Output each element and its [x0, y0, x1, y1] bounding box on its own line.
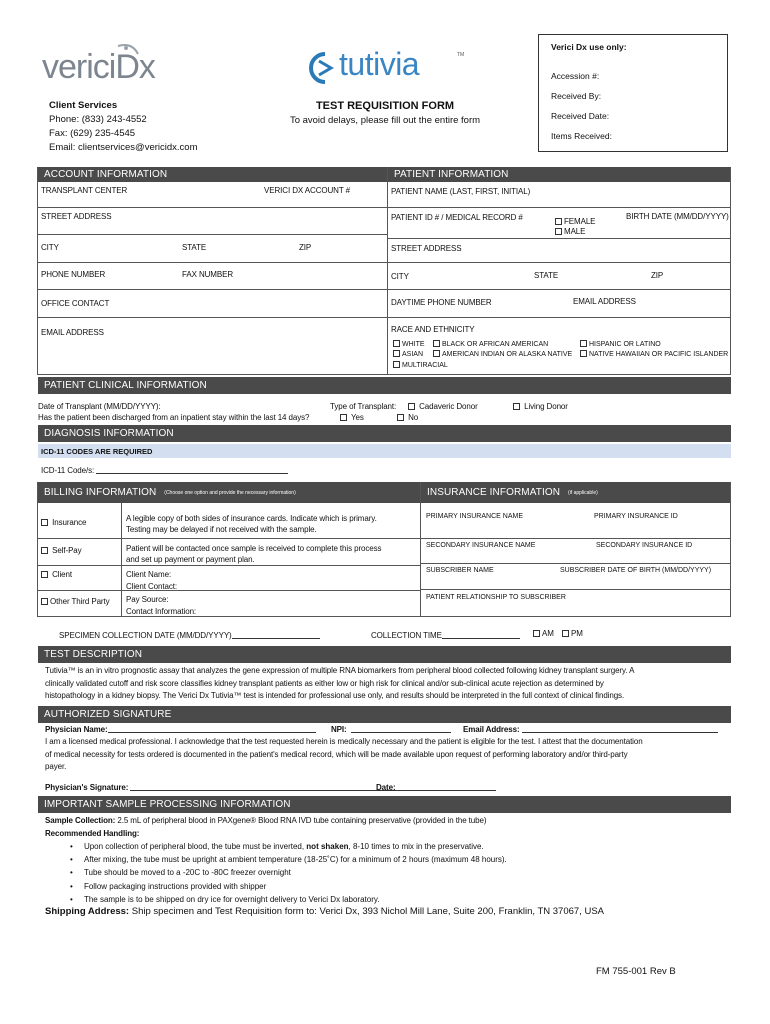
primary-insurance-id-field[interactable]: PRIMARY INSURANCE ID: [594, 513, 678, 520]
patient-zip-field[interactable]: ZIP: [651, 271, 664, 280]
test-desc-line2: clinically validated cutoff and risk score classifies kidney transplant patients as either low or high risk for clinical and/or sub-clinical acute rejection as determined by: [45, 678, 604, 688]
form-title: TEST REQUISITION FORM: [315, 100, 455, 112]
attestation-line3: payer.: [45, 762, 67, 771]
physician-email-field[interactable]: [463, 725, 718, 734]
cadaveric-option[interactable]: [408, 402, 478, 411]
client-services-fax: Fax: (629) 235-4545: [49, 128, 136, 139]
client-services-email: Email: clientservices@vericidx.com: [49, 142, 198, 153]
insurance-desc-line1: A legible copy of both sides of insurance cards. Indicate which is primary.: [126, 514, 377, 523]
bullet-icon: •: [70, 842, 73, 851]
physician-name-line[interactable]: [108, 725, 316, 733]
attestation-text: [45, 736, 643, 774]
hawaiian-label: NATIVE HAWAIIAN OR PACIFIC ISLANDER: [589, 351, 729, 358]
tutivia-logo-text: tutivia: [339, 46, 420, 82]
shipping-address: [45, 906, 604, 917]
insurance-note: (if applicable): [568, 489, 598, 496]
billing-note: (Choose one option and provide the necessary information): [164, 489, 296, 496]
bullet-icon: •: [70, 881, 73, 891]
bullet-icon: •: [70, 894, 73, 904]
collection-date-line[interactable]: [232, 631, 320, 639]
handling-list: [70, 840, 507, 906]
shipping-address-label: Shipping Address:: [45, 906, 130, 917]
am-option[interactable]: [533, 629, 554, 638]
race-multiracial-option[interactable]: [393, 361, 448, 369]
billing-client-option[interactable]: [41, 570, 72, 579]
attestation-line2: of medical necessity for tests ordered is documented in the patient's medical record, which will be made available upon request of performing laboratory and/or third-party: [45, 749, 628, 759]
discharged-yes-option[interactable]: [340, 413, 364, 422]
physician-signature-line[interactable]: [130, 783, 412, 791]
pm-label: PM: [571, 629, 583, 638]
tutivia-tm: TM: [457, 52, 465, 58]
collection-time-field[interactable]: [371, 631, 520, 640]
sample-collection-text: [45, 816, 486, 825]
living-checkbox[interactable]: [513, 403, 520, 410]
selfpay-description: [126, 543, 381, 565]
client-checkbox[interactable]: [41, 571, 48, 578]
female-checkbox[interactable]: [555, 218, 562, 225]
form-subtitle: To avoid delays, please fill out the entire form: [289, 115, 481, 126]
npi-label: NPI:: [331, 725, 347, 734]
white-label: WHITE: [402, 341, 425, 348]
billing-insurance-option[interactable]: [41, 518, 86, 527]
vericidx-logo: [40, 38, 160, 93]
pay-source-field[interactable]: Pay Source:: [126, 595, 169, 604]
white-checkbox[interactable]: [393, 340, 400, 347]
handling-item-1b: not shaken: [306, 842, 349, 851]
living-option[interactable]: [513, 402, 568, 411]
recommended-handling-label: Recommended Handling:: [45, 829, 140, 838]
account-street-field[interactable]: STREET ADDRESS: [41, 212, 112, 221]
female-label: FEMALE: [564, 217, 596, 226]
race-asian-option[interactable]: [393, 350, 423, 358]
pm-option[interactable]: [562, 629, 583, 638]
collection-time-line[interactable]: [442, 631, 520, 639]
gender-female-option[interactable]: [555, 217, 595, 226]
male-label: MALE: [564, 227, 586, 236]
patient-info-header: PATIENT INFORMATION: [388, 167, 730, 182]
patient-city-field[interactable]: CITY: [391, 272, 409, 281]
no-label: No: [408, 413, 419, 422]
account-fax-field[interactable]: FAX NUMBER: [182, 270, 234, 279]
icd-codes-field[interactable]: [41, 466, 288, 475]
handling-item-3: [70, 866, 507, 879]
secondary-insurance-id-field[interactable]: SECONDARY INSURANCE ID: [596, 542, 693, 549]
physician-email-label: Email Address:: [463, 725, 520, 734]
insurance-checkbox[interactable]: [41, 519, 48, 526]
patient-name-field[interactable]: PATIENT NAME (LAST, FIRST, INITIAL): [391, 187, 531, 196]
account-state-field[interactable]: STATE: [182, 243, 207, 252]
third-party-fields: [126, 594, 196, 618]
race-hawaiian-option[interactable]: [580, 350, 728, 358]
insurance-title: INSURANCE INFORMATION: [427, 487, 561, 498]
test-desc-line1: Tutivia™ is an in vitro prognostic assay that analyzes the gene expression of multiple RNA biomarkers from peripheral blood collected following kidney transplant surgery. A: [45, 666, 635, 675]
bullet-icon: •: [70, 855, 73, 865]
race-title: RACE AND ETHNICITY: [391, 325, 475, 334]
male-checkbox[interactable]: [555, 228, 562, 235]
race-white-option[interactable]: [393, 340, 425, 348]
selfpay-label: Self-Pay: [52, 546, 82, 555]
processing-info-header: IMPORTANT SAMPLE PROCESSING INFORMATION: [38, 796, 731, 813]
client-services-phone: Phone: (833) 243-4552: [49, 114, 147, 125]
american-indian-label: AMERICAN INDIAN OR ALASKA NATIVE: [442, 351, 573, 358]
insurance-description: [126, 513, 377, 535]
physician-email-line[interactable]: [522, 725, 718, 733]
daytime-phone-field[interactable]: DAYTIME PHONE NUMBER: [391, 298, 492, 307]
multiracial-checkbox[interactable]: [393, 361, 400, 368]
transplant-date-field[interactable]: Date of Transplant (MM/DD/YYYY):: [38, 402, 161, 411]
handling-item-1: [70, 840, 507, 853]
handling-item-5-text: The sample is to be shipped on dry ice for overnight delivery to Verici Dx laboratory.: [83, 894, 380, 904]
patient-street-field[interactable]: STREET ADDRESS: [391, 244, 462, 253]
cadaveric-checkbox[interactable]: [408, 403, 415, 410]
authorized-signature-header: AUTHORIZED SIGNATURE: [38, 706, 731, 723]
hawaiian-checkbox[interactable]: [580, 350, 587, 357]
no-checkbox[interactable]: [397, 414, 404, 421]
tutivia-logo: [305, 46, 465, 90]
physician-name-label: Physician Name:: [45, 725, 108, 734]
yes-checkbox[interactable]: [340, 414, 347, 421]
hispanic-label: HISPANIC OR LATINO: [589, 341, 661, 348]
form-title-block: [260, 100, 510, 126]
account-email-field[interactable]: EMAIL ADDRESS: [41, 328, 104, 337]
account-phone-field[interactable]: PHONE NUMBER: [41, 270, 106, 279]
signature-date-line[interactable]: [400, 783, 496, 791]
handling-item-2-text: After mixing, the tube must be upright at ambient temperature (18-25˚C) for a minimum of 2 hours (maximum 48 hours).: [83, 855, 507, 865]
npi-line[interactable]: [351, 725, 451, 733]
billing-selfpay-option[interactable]: [41, 546, 82, 555]
diagnosis-info-header: DIAGNOSIS INFORMATION: [38, 425, 731, 442]
office-contact-field[interactable]: OFFICE CONTACT: [41, 299, 110, 308]
npi-field[interactable]: [331, 725, 451, 734]
hispanic-checkbox[interactable]: [580, 340, 587, 347]
accession-field[interactable]: Accession #:: [551, 71, 600, 81]
transplant-type-label: Type of Transplant:: [330, 402, 397, 411]
am-checkbox[interactable]: [533, 630, 540, 637]
handling-item-2: [70, 853, 507, 866]
billing-info-header: [38, 482, 420, 503]
received-date-field[interactable]: Received Date:: [551, 111, 610, 121]
handling-item-5: [70, 893, 507, 906]
subscriber-dob-field[interactable]: SUBSCRIBER DATE OF BIRTH (MM/DD/YYYY): [560, 567, 712, 574]
collection-date-label: SPECIMEN COLLECTION DATE (MM/DD/YYYY): [59, 631, 232, 640]
living-label: Living Donor: [524, 402, 568, 411]
multiracial-label: MULTIRACIAL: [402, 362, 448, 369]
gender-male-option[interactable]: [555, 227, 585, 236]
third-party-checkbox[interactable]: [41, 598, 48, 605]
insurance-info-header: [421, 482, 730, 503]
lab-box-title: Verici Dx use only:: [551, 42, 627, 52]
sample-collection-label: Sample Collection:: [45, 816, 116, 825]
patient-id-field[interactable]: PATIENT ID # / MEDICAL RECORD #: [391, 213, 523, 222]
transplant-center-field[interactable]: TRANSPLANT CENTER: [41, 186, 128, 195]
relationship-field[interactable]: PATIENT RELATIONSHIP TO SUBSCRIBER: [426, 594, 566, 601]
attestation-line1: I am a licensed medical professional. I acknowledge that the test requested herein is medically necessary and the patient is eligible for the test. I attest that the documentation: [45, 737, 643, 746]
patient-state-field[interactable]: STATE: [534, 271, 559, 280]
handling-item-3-text: Tube should be moved to a -20C to -80C freezer overnight: [83, 868, 291, 878]
secondary-insurance-field[interactable]: SECONDARY INSURANCE NAME: [426, 542, 536, 549]
yes-label: Yes: [350, 413, 364, 422]
black-label: BLACK OR AFRICAN AMERICAN: [442, 341, 549, 348]
asian-label: ASIAN: [402, 351, 424, 358]
insurance-desc-line2: Testing may be delayed if not received with the sample.: [126, 525, 317, 534]
client-services-title: Client Services: [49, 100, 118, 111]
contact-info-field[interactable]: Contact Information:: [126, 607, 197, 616]
bullet-icon: •: [70, 868, 73, 878]
signature-date-label: Date:: [376, 783, 396, 792]
physician-signature-field[interactable]: [45, 783, 412, 792]
collection-time-label: COLLECTION TIME: [371, 631, 442, 640]
race-american-indian-option[interactable]: [433, 350, 572, 358]
discharged-no-option[interactable]: [397, 413, 418, 422]
received-by-field[interactable]: Received By:: [551, 91, 602, 101]
race-hispanic-option[interactable]: [580, 340, 661, 348]
lab-use-box: [538, 34, 728, 152]
test-desc-line3: histopathology in a kidney biopsy. The Verici Dx Tutivia™ test is intended for professional use only, and results should be interpreted in the full context of clinical findings.: [45, 691, 625, 700]
test-description-header: TEST DESCRIPTION: [38, 646, 731, 663]
client-fields: [126, 569, 177, 593]
account-city-field[interactable]: CITY: [41, 243, 59, 252]
collection-date-field[interactable]: [59, 631, 320, 640]
selfpay-checkbox[interactable]: [41, 547, 48, 554]
client-label: Client: [52, 570, 72, 579]
sample-collection-detail: 2.5 mL of peripheral blood in PAXgene® Blood RNA IVD tube containing preservative (provided in the tube): [115, 816, 487, 825]
form-number: FM 755-001 Rev B: [596, 966, 676, 977]
items-received-field[interactable]: Items Received:: [551, 131, 612, 141]
clinical-info-header: PATIENT CLINICAL INFORMATION: [38, 377, 731, 394]
client-name-field[interactable]: Client Name:: [126, 570, 172, 579]
handling-item-1a: Upon collection of peripheral blood, the tube must be inverted,: [83, 842, 307, 851]
client-services: [49, 99, 197, 155]
selfpay-desc-line2: and set up payment or payment plan.: [126, 555, 255, 564]
physician-signature-label: Physician's Signature:: [45, 783, 129, 792]
test-description-text: [45, 665, 634, 703]
handling-item-1c: , 8-10 times to mix in the preservative.: [348, 842, 484, 851]
physician-name-field[interactable]: [45, 725, 316, 734]
pm-checkbox[interactable]: [562, 630, 569, 637]
billing-title: BILLING INFORMATION: [44, 487, 157, 498]
billing-third-party-option[interactable]: [41, 597, 110, 606]
account-zip-field[interactable]: ZIP: [299, 243, 312, 252]
vericidx-logo-text: vericiDx: [42, 48, 155, 86]
subscriber-name-field[interactable]: SUBSCRIBER NAME: [426, 567, 494, 574]
signature-date-field[interactable]: [376, 783, 496, 792]
primary-insurance-field[interactable]: PRIMARY INSURANCE NAME: [426, 513, 523, 520]
discharged-question: Has the patient been discharged from an inpatient stay within the last 14 days?: [38, 413, 310, 422]
handling-item-4: [70, 880, 507, 893]
insurance-label: Insurance: [52, 518, 87, 527]
american-indian-checkbox[interactable]: [433, 350, 440, 357]
black-checkbox[interactable]: [433, 340, 440, 347]
handling-item-4-text: Follow packaging instructions provided with shipper: [83, 881, 267, 891]
birth-date-field[interactable]: BIRTH DATE (MM/DD/YYYY): [626, 212, 729, 221]
asian-checkbox[interactable]: [393, 350, 400, 357]
patient-email-field[interactable]: EMAIL ADDRESS: [573, 297, 636, 306]
am-label: AM: [542, 629, 554, 638]
cadaveric-label: Cadaveric Donor: [419, 402, 478, 411]
icd-required-banner: ICD-11 CODES ARE REQUIRED: [38, 444, 731, 458]
selfpay-desc-line1: Patient will be contacted once sample is received to complete this process: [126, 544, 382, 553]
shipping-address-text: Ship specimen and Test Requisition form to: Verici Dx, 393 Nichol Mill Lane, Suite 200, Franklin, TN 37067, USA: [129, 906, 604, 917]
account-info-header: ACCOUNT INFORMATION: [38, 167, 387, 182]
third-party-label: Other Third Party: [50, 597, 110, 606]
icd-codes-label: ICD-11 Code/s:: [41, 466, 95, 475]
race-black-option[interactable]: [433, 340, 548, 348]
account-number-field[interactable]: VERICI DX ACCOUNT #: [264, 186, 350, 195]
client-contact-field[interactable]: Client Contact:: [126, 582, 177, 591]
icd-codes-line[interactable]: [96, 466, 288, 474]
